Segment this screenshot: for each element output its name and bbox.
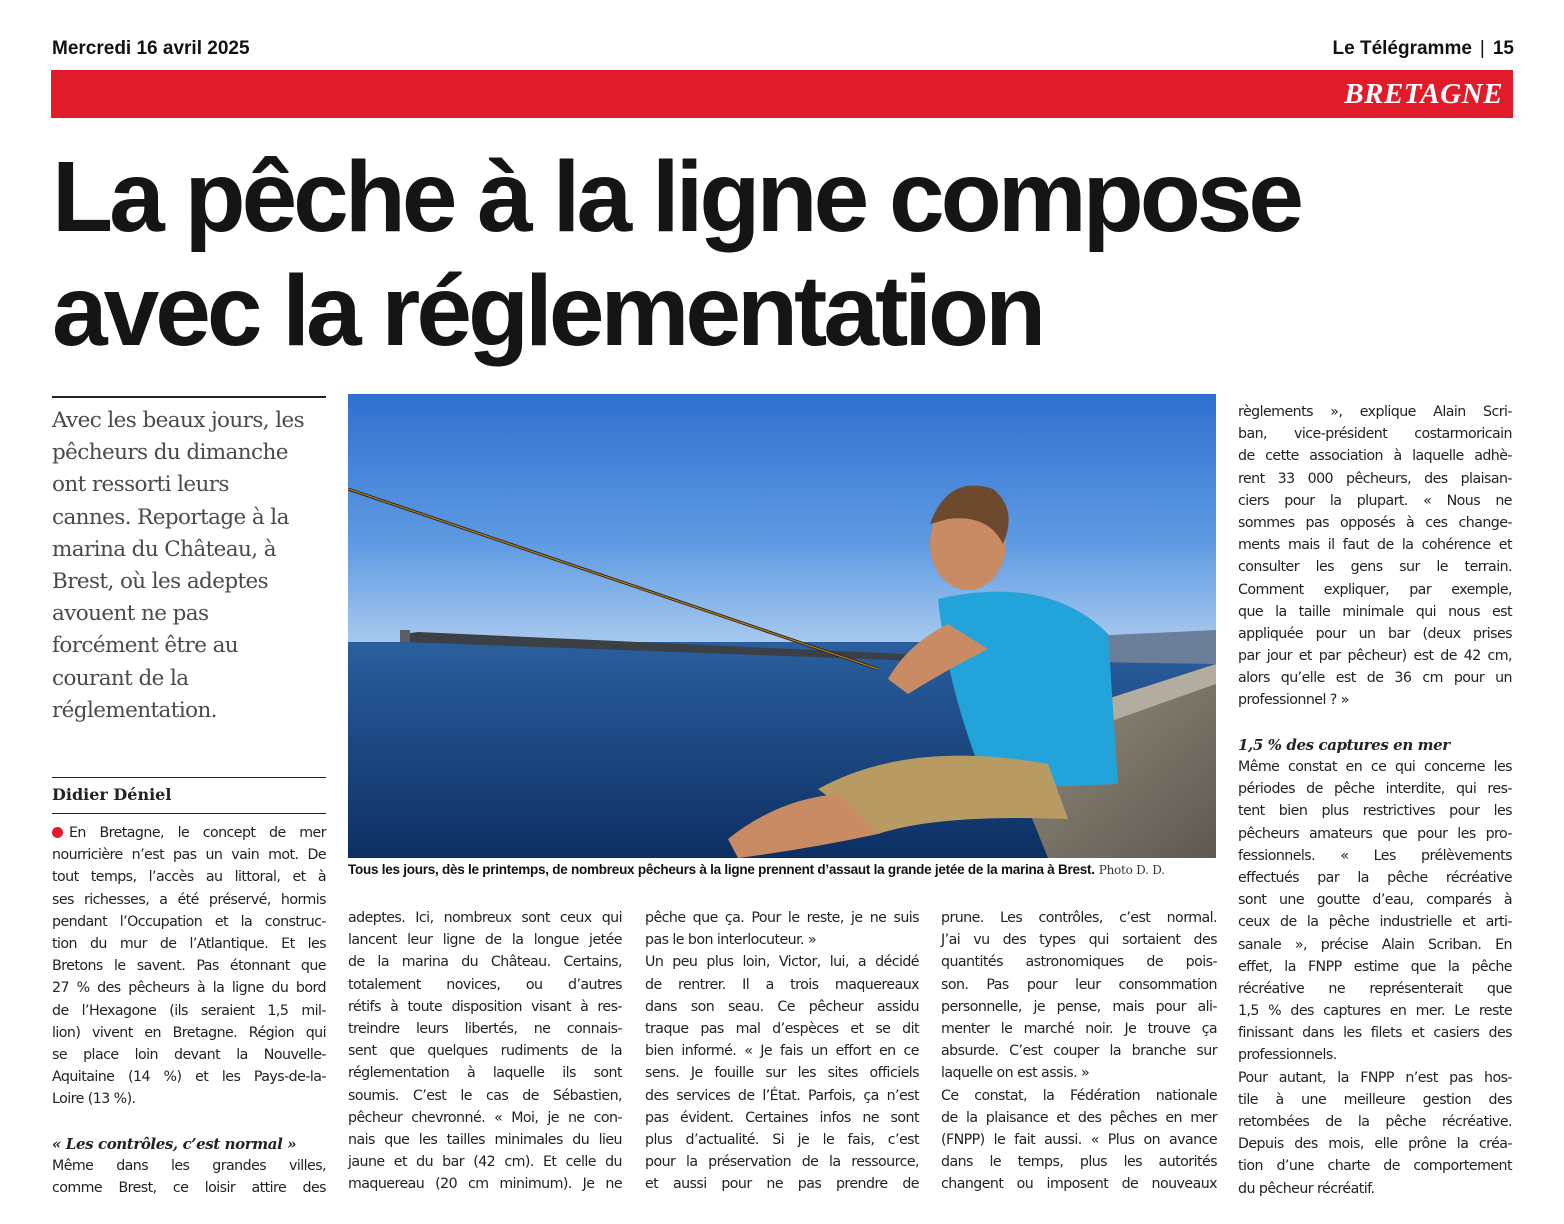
text-line: pêcheurs amateurs que pour les pro-: [1238, 825, 1512, 842]
text-line: consulter les gens sur le terrain.: [1238, 559, 1512, 576]
text-line: [52, 1110, 326, 1132]
text-line: sont une goutte d’eau, comparés à: [1238, 892, 1512, 909]
text-line: tion d’une charte de comportement: [1238, 1158, 1512, 1175]
headline-line: La pêche à la ligne compose: [52, 141, 1301, 253]
text-line: sommes pas opposés à ces change-: [1238, 514, 1512, 531]
text-line: ceux de la pêche industrielle et arti-: [1238, 914, 1512, 931]
text-line: pendant l’Occupation et la construc-: [52, 913, 326, 930]
text-line: alors qu’elle est de 36 cm pour un: [1238, 670, 1512, 687]
text-line: adeptes. Ici, nombreux sont ceux qui: [348, 910, 622, 926]
chapo-line: marina du Château, à: [52, 536, 276, 562]
text-column-1: [52, 822, 326, 1199]
publication-info: [1333, 38, 1514, 60]
text-line: lancent leur ligne de la longue jetée: [348, 932, 622, 949]
text-line: rent 33 000 pêcheurs, des plaisan-: [1238, 470, 1512, 487]
text-line: totalement novices, ou d’autres: [348, 976, 622, 993]
text-line: Loire (13 %).: [52, 1091, 136, 1108]
text-line: pas évident. Certaines infos ne sont: [645, 1109, 919, 1126]
chapo-line: ont ressorti leurs: [52, 472, 229, 498]
text-line: Même dans les grandes villes,: [52, 1157, 326, 1174]
text-line: pas le bon interlocuteur. »: [645, 932, 817, 949]
text-line: Aquitaine (14 %) et les Pays-de-la-: [52, 1069, 326, 1086]
text-line: dans son seau. Ce pêcheur assidu: [645, 998, 919, 1015]
section-label: BRETAGNE: [1344, 78, 1503, 110]
text-line: tout temps, l’accès au littoral, et à: [52, 869, 326, 886]
text-line: sens. Je fouille sur les sites officiels: [645, 1065, 919, 1082]
text-line: treindre leurs libertés, ne connais-: [348, 1020, 622, 1037]
text-line: finissant dans les filets et casiers des: [1238, 1025, 1512, 1042]
text-column-3: [645, 907, 919, 1195]
chapo-line: forcément être au: [52, 633, 239, 659]
text-line: pour la préservation de la ressource,: [645, 1154, 919, 1171]
text-line: prune. Les contrôles, c’est normal.: [941, 910, 1217, 926]
text-line: du pêcheur récréatif.: [1238, 1180, 1375, 1197]
text-line: pêcheur chevronné. « Moi, je ne con-: [348, 1109, 622, 1126]
text-line: maquereau (20 cm minimum). Je ne: [348, 1176, 622, 1193]
text-line: nourricière n’est pas un vain mot. De: [52, 847, 326, 864]
text-line: Ce constat, la Fédération nationale: [941, 1087, 1217, 1104]
text-line: lion) vivent en Bretagne. Région qui: [52, 1024, 326, 1041]
text-line: de cette association à laquelle adhè-: [1238, 448, 1512, 465]
text-line: de rentrer. Il a trois maquereaux: [645, 976, 919, 993]
headline-line: avec la réglementation: [52, 255, 1043, 367]
text-line: tion du mur de l’Atlantique. Et les: [52, 935, 326, 952]
section-band: [51, 70, 1513, 118]
chapo-line: pêcheurs du dimanche: [52, 440, 288, 466]
text-line: menter le marché noir. Je trouve ça: [941, 1020, 1217, 1037]
text-column-5: [1238, 401, 1512, 1200]
text-line: périodes de pêche interdite, qui res-: [1238, 781, 1512, 798]
photo-caption: [348, 862, 1216, 877]
text-line: son. Pas pour leur consommation: [941, 976, 1217, 993]
text-line: Un peu plus loin, Victor, lui, a décidé: [645, 954, 919, 971]
text-line: 27 % des pêcheurs à la ligne du bord: [52, 980, 326, 997]
text-line: [1238, 712, 1512, 734]
text-line: pêche que ça. Pour le reste, je ne suis: [645, 910, 919, 926]
text-line: ciers pour la plupart. « Nous ne: [1238, 492, 1512, 509]
text-line: tile à une meilleure gestion des: [1238, 1091, 1512, 1108]
header-separator: |: [1479, 38, 1485, 59]
text-line: comme Brest, ce loisir attire des: [52, 1180, 326, 1196]
text-line: laquelle on est assis. »: [941, 1065, 1090, 1082]
text-line: (FNPP) le fait aussi. « Plus on avance: [941, 1131, 1217, 1148]
text-line: changent ou imposent de nouveaux: [941, 1176, 1217, 1193]
text-line: récréative ne représenterait que: [1238, 980, 1512, 997]
text-line: Même constat en ce qui concerne les: [1238, 759, 1512, 775]
text-column-4: [941, 907, 1217, 1195]
text-line: plus d’actualité. Si je le fais, c’est: [645, 1131, 919, 1148]
text-line: retombées de la pêche récréative.: [1238, 1114, 1512, 1130]
chapo-line: courant de la: [52, 665, 189, 691]
headline: [52, 140, 1512, 368]
text-line: soumis. C’est le cas de Sébastien,: [348, 1087, 622, 1104]
chapo-line: cannes. Reportage à la: [52, 504, 289, 530]
text-line: Bretons le savent. Pas étonnant que: [52, 958, 326, 975]
text-line: Pour autant, la FNPP n’est pas hos-: [1238, 1069, 1512, 1086]
chapo-line: réglementation.: [52, 697, 217, 723]
text-line: tent bien plus restrictives pour les: [1238, 803, 1512, 820]
text-line: professionnels.: [1238, 1047, 1337, 1064]
text-line: des services de l’État. Parfois, ça n’est: [645, 1087, 919, 1104]
subheading: 1,5 % des captures en mer: [1238, 735, 1450, 754]
author-byline: Didier Déniel: [52, 785, 172, 804]
text-line: absurde. C’est couper la branche sur: [941, 1043, 1217, 1060]
text-line: rétifs à toute disposition visant à res-: [348, 998, 622, 1015]
chapo-line: Avec les beaux jours, les: [52, 408, 305, 433]
photo-credit: Photo D. D.: [1098, 863, 1165, 877]
text-line: de la marina du Château. Certains,: [348, 954, 622, 971]
text-column-2: [348, 907, 622, 1195]
text-line: jaune et du bar (42 cm). Et celle du: [348, 1154, 622, 1171]
text-line: sent que quelques rudiments de la: [348, 1043, 622, 1060]
text-line: ments mais il faut de la cohérence et: [1238, 537, 1512, 554]
text-line: de la plaisance et des pêches en mer: [941, 1109, 1217, 1126]
text-line: dans le temps, plus les autorités: [941, 1154, 1217, 1171]
text-line: 1,5 % des captures en mer. Le reste: [1238, 1003, 1512, 1020]
text-line: effectués par la pêche récréative: [1238, 869, 1512, 886]
publication-name: Le Télégramme: [1332, 38, 1472, 59]
text-line: effet, la FNPP estime que la pêche: [1238, 958, 1512, 975]
text-line: En Bretagne, le concept de mer: [52, 822, 326, 844]
chapo: [52, 405, 328, 727]
text-line: Comment expliquer, par exemple,: [1238, 581, 1512, 598]
text-line: fessionnels. « Les prélèvements: [1238, 847, 1512, 864]
author-rule-top: [52, 777, 326, 778]
text-line: sanale », précise Alain Scriban. En: [1238, 936, 1512, 953]
text-line: J’ai vu des types qui sortaient des: [941, 932, 1217, 949]
subheading: « Les contrôles, c’est normal »: [52, 1134, 297, 1153]
bullet-icon: [52, 827, 63, 838]
text-line: et aussi pour ne pas prendre de: [645, 1176, 919, 1193]
text-line: réglementation à laquelle ils sont: [348, 1065, 622, 1082]
chapo-line: Brest, où les adeptes: [52, 569, 269, 595]
author-rule-bottom: [52, 813, 326, 814]
text-line: Depuis des mois, elle prône la créa-: [1238, 1136, 1512, 1153]
article-photo: [348, 394, 1216, 858]
text-line: de l’Hexagone (ils seraient 1,5 mil-: [52, 1002, 326, 1019]
issue-date: Mercredi 16 avril 2025: [52, 38, 250, 59]
text-line: quantités astronomiques de pois-: [941, 954, 1217, 971]
caption-text: Tous les jours, dès le printemps, de nombreux pêcheurs à la ligne prennent d’assaut la grande jetée de la marina à Brest.: [348, 862, 1095, 877]
text-line: par jour et par pêcheur) est de 42 cm,: [1238, 648, 1512, 665]
text-line: appliquée pour un bar (deux prises: [1238, 625, 1512, 642]
text-line: règlements », explique Alain Scri-: [1238, 404, 1512, 420]
text-line: nais que les tailles minimales du lieu: [348, 1131, 622, 1148]
text-line: traque pas mal d’espèces et se dit: [645, 1020, 919, 1037]
text-line: ses richesses, a été préservé, hormis: [52, 891, 326, 908]
text-line: personnelle, je pense, mais pour ali-: [941, 998, 1217, 1015]
chapo-rule: [52, 396, 326, 398]
text-line: que la taille minimale qui nous est: [1238, 603, 1512, 620]
chapo-line: avouent ne pas: [52, 601, 209, 627]
text-line: se place loin devant la Nouvelle-: [52, 1046, 326, 1063]
fisherman-photo-illustration: [348, 394, 1216, 858]
text-line: professionnel ? »: [1238, 692, 1349, 709]
text-line: bien informé. « Je fais un effort en ce: [645, 1043, 919, 1060]
text-line: ban, vice-président costarmoricain: [1238, 426, 1512, 443]
page-number: 15: [1492, 38, 1514, 59]
